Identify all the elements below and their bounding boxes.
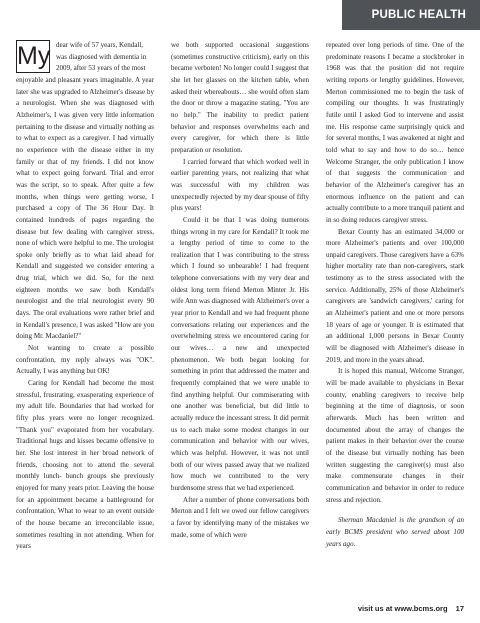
paragraph: I carried forward that which worked well in earlier parenting years, not realizing that what was successful with my children was unexpectedly rejected by my dear spouse of fifty plus years! [171, 157, 309, 213]
footer-website: visit us at www.bcms.org [357, 604, 448, 613]
paragraph: we both supported occasional suggestions (sometimes constructive criticism), early on this became verboten! No longer could I suggest that she let her glasses on the kitchen table, when asked their whereabouts… she would often slam the door or throw a magazine stating, "You are no help." The inability to predict patient behavior and responses overwhelms each and every caregiver, for which there is little preparation or resolution. [171, 41, 309, 154]
paragraph: Not wanting to create a possible confrontation, my reply always was "OK". Actually, I was anything but OK! [16, 344, 154, 376]
article-column-3 [326, 40, 464, 550]
cap-line-2: was diagnosed with dementia in [56, 52, 147, 61]
cap-line-1: dear wife of 57 years, Kendall, [56, 41, 144, 49]
author-bio: Sherman Macdaniel is the grandson of an early BCMS president who served about 100 years ago. [326, 516, 464, 548]
page-number: 17 [455, 604, 464, 613]
page-footer [358, 604, 464, 613]
article-column-2 [171, 40, 309, 541]
drop-cap: My [16, 40, 50, 73]
paragraph: Could it be that I was doing numerous things wrong in my care for Kendall? It took me a lengthy period of time to come to the realization that I was contributing to the stress which I found so unbearable! I had frequent telephone conversations with my very dear and oldest long term friend Merton Minter Jr. His wife Ann was diagnosed with Alzheimer's over a year prior to Kendall and we had frequent phone conversations relating our experiences and the overwhelming stress we encountered caring for our wives… a new and unexpected phenomenon. We both began looking for something in print that addressed the matter and frequently complained that we were unable to find anything helpful. Our commiserating with one another was beneficial, but did little to actually reduce the incessant stress. It did permit us to each make some modest changes in our communication and behavior with our wives, which was helpful. However, it was not until both of our wives passed away that we realized how much we contributed to the very burdensome stress that we had experienced. [171, 215, 309, 492]
section-banner [342, 0, 480, 30]
paragraph: Bexar County has an estimated 34,000 or more Alzheimer's patients and over 100,000 unpaid caregivers. Those caregivers have a 63% higher mortality rate than non-caregivers, stark testimony as to the stress associated with the service. Additionally, 25% of those Alzheimer's caregivers are 'sandwich caregivers,' caring for an Alzheimer's patient and one or more persons 18 years of age or younger. It is estimated that an additional 1,000 persons in Bexar County will be diagnosed with Alzheimer's disease in 2019, and more in the years ahead. [326, 227, 464, 364]
paragraph: It is hoped this manual, Welcome Stranger, will be made available to physicians in Bexar county, enabling caregivers to receive help beginning at the time of diagnosis, or soon afterwards. Much has been written and documented about the array of changes the patient makes in their behavior over the course of the disease but virtually nothing has been written suggesting the caregiver(s) must also make commensurate changes in their communication and behavior in order to reduce stress and rejection. [326, 367, 464, 504]
paragraph: enjoyable and pleasant years imaginable. A year later she was upgraded to Alzheimer's disease by a neurologist. When she was diagnosed with Alzheimer's, I was given very little information pertaining to the disease and virtually nothing as to what to expect as a caregiver. I had virtually no experience with the disease either in my family or that of my friends. I did not know what to expect going forward. Trial and error was the script, so to speak. After quite a few months, when things were getting worse, I purchased a copy of The 36 Hour Day. It contained hundreds of pages regarding the disease but few dealing with caregiver stress, none of which were helpful to me. The urologist spoke only briefly as to what laid ahead for Kendall and suggested we consider entering a drug trial, which we did. So, for the next eighteen months we saw both Kendall's neurologist and the trial neurologist every 90 days. The oral evaluations were rather brief and in Kendall's presence, I was asked "How are you doing Mr. Macdaniel?" [16, 75, 154, 341]
section-title: PUBLIC HEALTH [371, 9, 466, 21]
paragraph: repeated over long periods of time. One of the predominate reasons I became a stockbroker in 1968 was that the position did not require writing reports or lengthy guidelines. However, Merton commissioned me to begin the task of compiling our thoughts. It was frustratingly futile until I asked God to intervene and assist me. His response came surprisingly quick and for several months, I was awakened at night and told what to say and how to do so… hence Welcome Stranger, the only publication I know of that suggests the communication and behavior of the Alzheimer's caregiver has an enormous influence on the patient and can actually contribute to a more tranquil patient and in so doing reduces caregiver stress. [326, 41, 464, 224]
paragraph: After a number of phone conversations both Merton and I felt we owed our fellow caregivers a favor by identifying many of the mistakes we made, some of which were [171, 495, 309, 539]
cap-line-3: 2009, after 53 years of the most [56, 64, 146, 73]
paragraph: Caring for Kendall had become the most stressful, frustrating, exasperating experience of my adult life. Boundaries that had worked for fifty plus years were no longer recognized. "Thank you" evaporated from her vocabulary. Traditional hugs and kisses became offensive to her. She lost interest in her broad network of friends, choosing not to attend the several monthly lunch- bunch groups she previously enjoyed for many years prior. Leaving the house for an appointment became a battleground for confrontation. What to wear to an event outside of the house became an irreconcilable issue, sometimes resulting in not attending. When for years [16, 379, 154, 551]
article-column-1 [16, 40, 154, 553]
